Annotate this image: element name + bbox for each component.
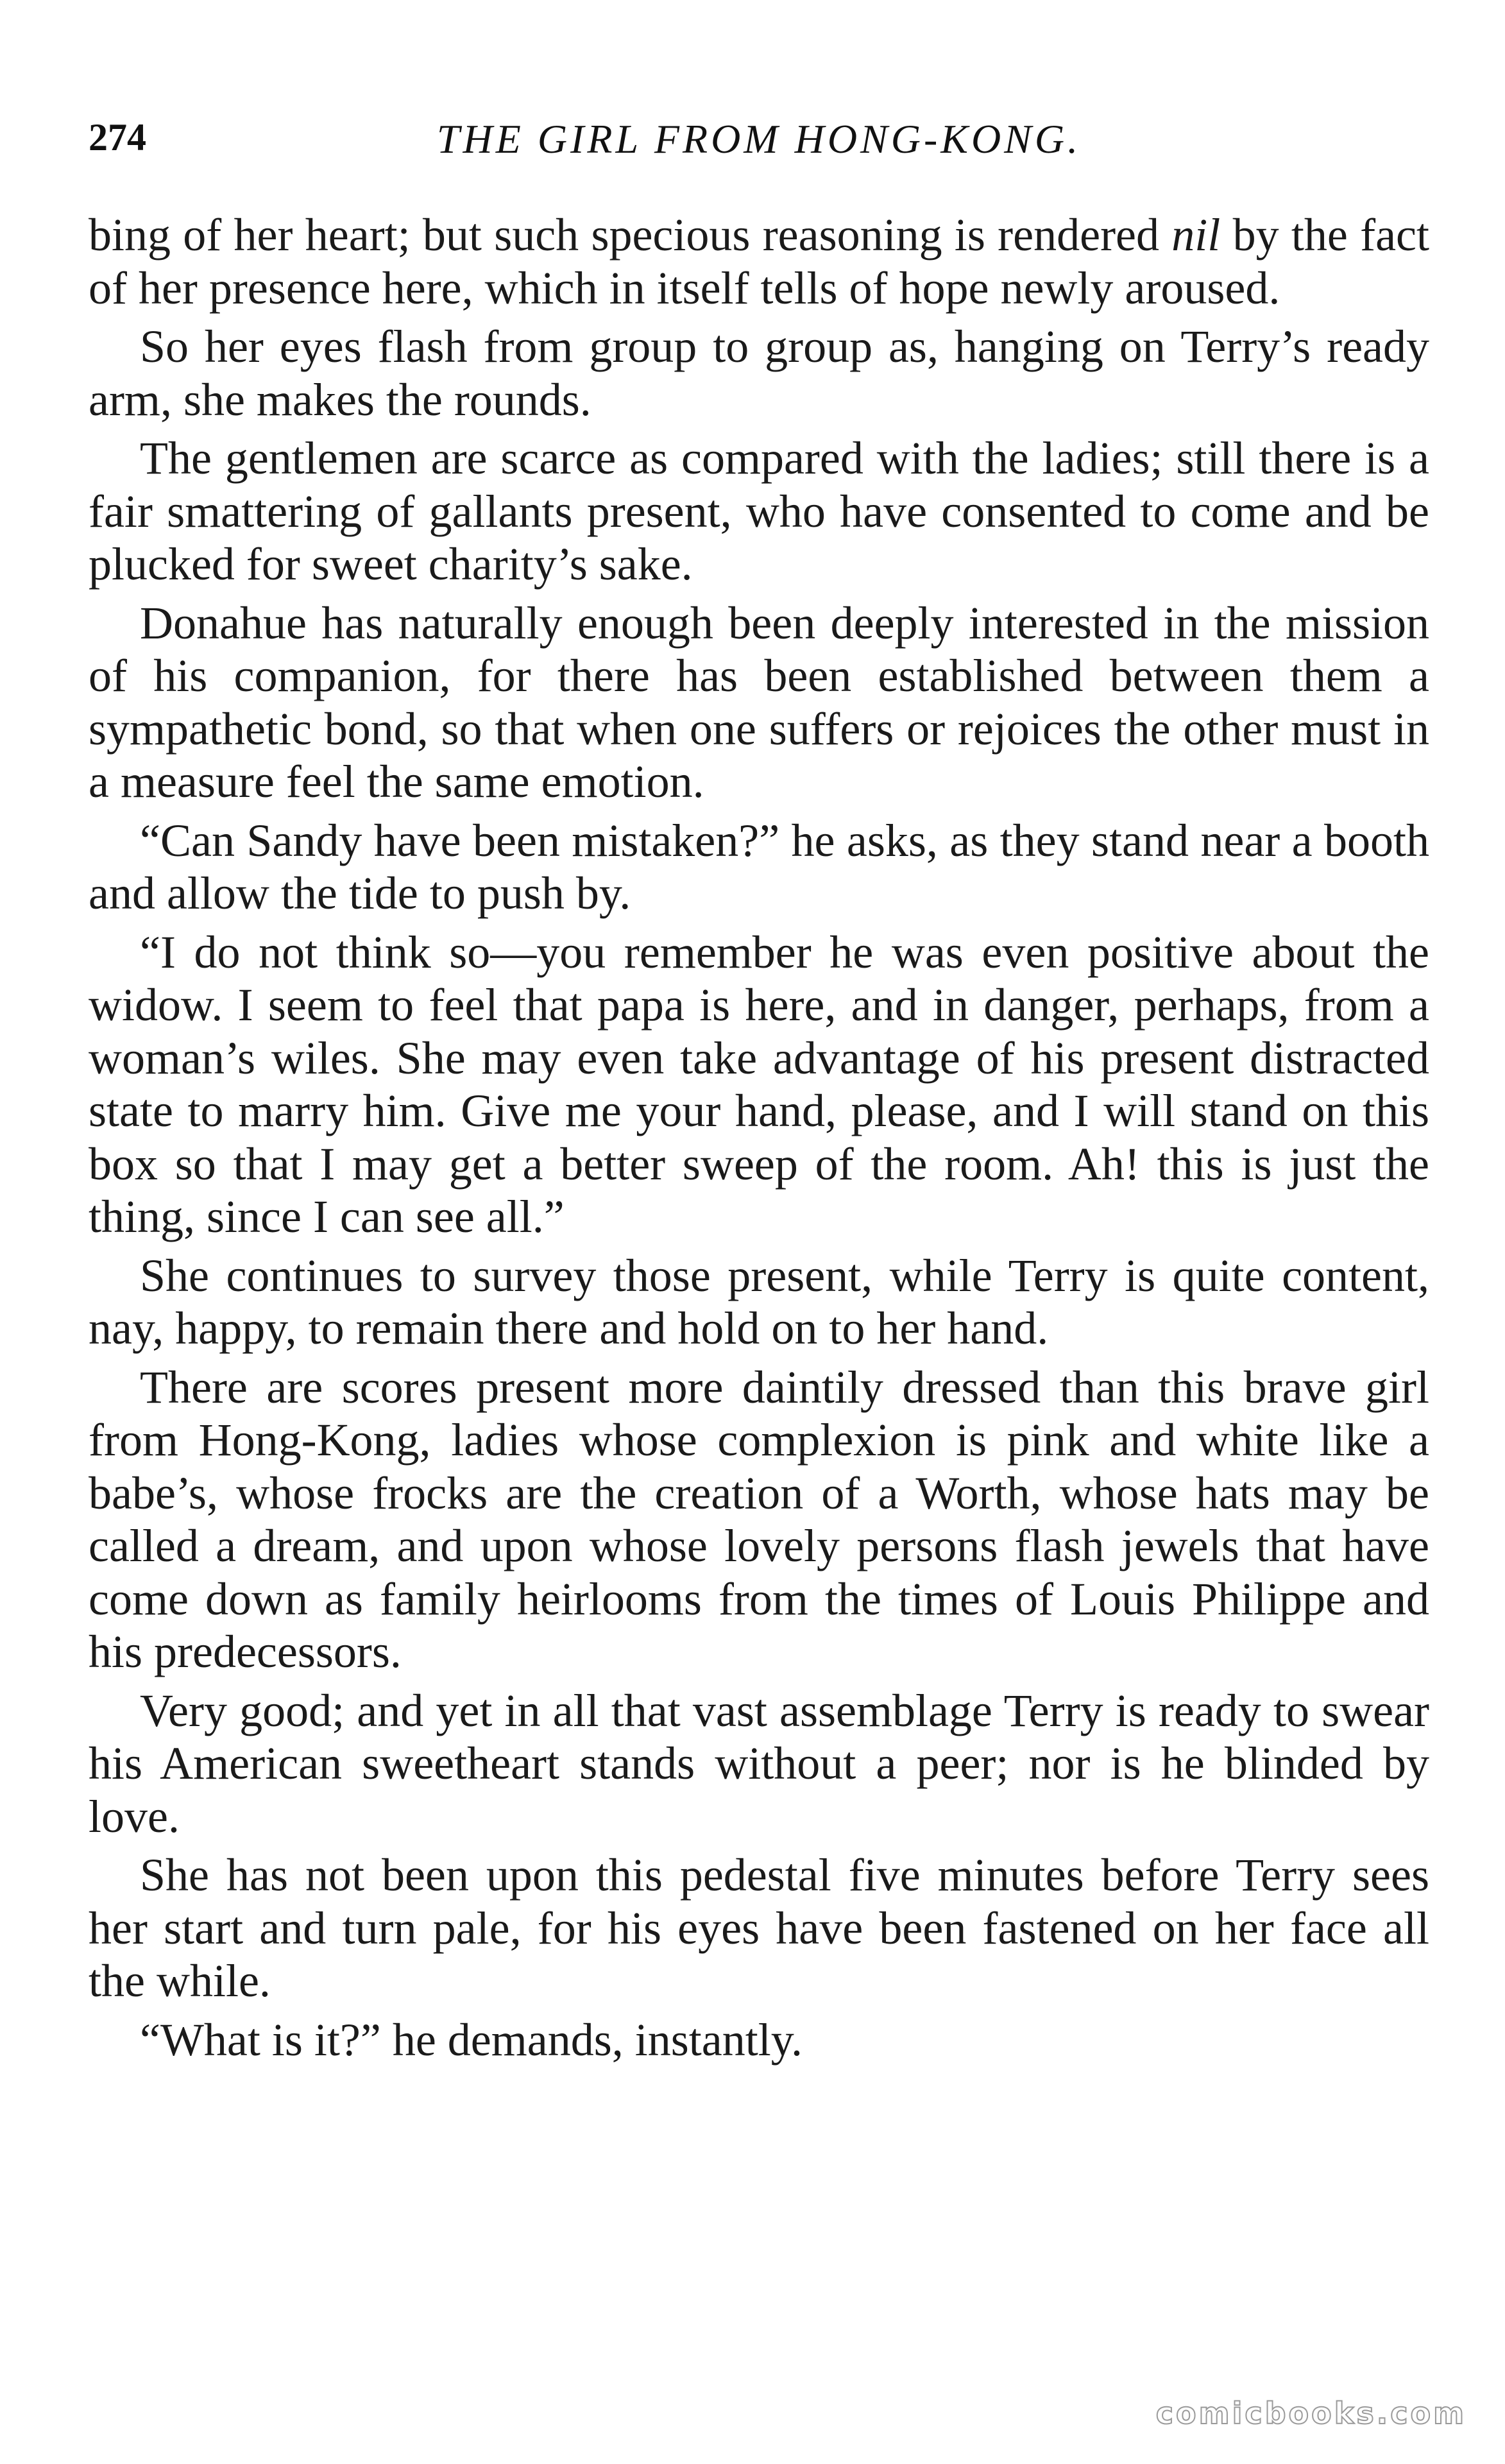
paragraph-1-text-a: bing of her heart; but such specious reasoning is rendered [89, 209, 1172, 261]
paragraph-5: “Can Sandy have been mistaken?” he asks, as they stand near a booth and allow the tide to push by. [89, 814, 1429, 919]
paragraph-11: “What is it?” he demands, instantly. [140, 2014, 803, 2066]
paragraph-9: Very good; and yet in all that vast assemblage Terry is ready to swear his American sweetheart stands without a peer; nor is he blinded by love. [89, 1684, 1429, 1842]
paragraph-4: Donahue has naturally enough been deeply interested in the mission of his companion, for there has been established between them a sympathetic bond, so that when one suffers or rejoices the other must in a measure feel the same emotion. [89, 597, 1429, 807]
paragraph-3: The gentlemen are scarce as compared with the ladies; still there is a fair smattering of gallants present, who have consented to come and be plucked for sweet charity’s sake. [89, 432, 1429, 590]
page-number: 274 [89, 116, 146, 158]
source-watermark: comicbooks.com [1155, 2396, 1467, 2431]
paragraph-7: She continues to survey those present, while Terry is quite content, nay, happy, to remain there and hold on to her hand. [89, 1249, 1429, 1354]
running-title: THE GIRL FROM HONG-KONG. [436, 116, 1082, 162]
paragraph-10: She has not been upon this pedestal five minutes before Terry sees her start and turn pale, for his eyes have been fastened on her face all the while. [89, 1849, 1429, 2006]
paragraph-1 [89, 209, 1429, 314]
italic-word-nil: nil [1171, 209, 1221, 261]
running-head [89, 116, 1429, 167]
paragraph-2: So her eyes flash from group to group as, hanging on Terry’s ready arm, she makes the rounds. [89, 321, 1429, 425]
paragraph-8: There are scores present more daintily dressed than this brave girl from Hong-Kong, ladies whose complexion is pink and white like a babe’s, whose frocks are the creation of a Worth, whose hats may be called a dream, and upon whose lovely persons flash jewels that have come down as family heirlooms from the times of Louis Philippe and his predecessors. [89, 1361, 1429, 1677]
paragraph-1-text-b: by the fact of her presence here, which in itself tells of hope newly aroused. [89, 209, 1430, 314]
body-text [89, 209, 1429, 2072]
paragraph-6: “I do not think so—you remember he was even positive about the widow. I seem to feel that papa is here, and in danger, perhaps, from a woman’s wiles. She may even take advantage of his present distracted state to marry him. Give me your hand, please, and I will stand on this box so that I may get a better sweep of the room. Ah! this is just the thing, since I can see all.” [89, 926, 1429, 1242]
